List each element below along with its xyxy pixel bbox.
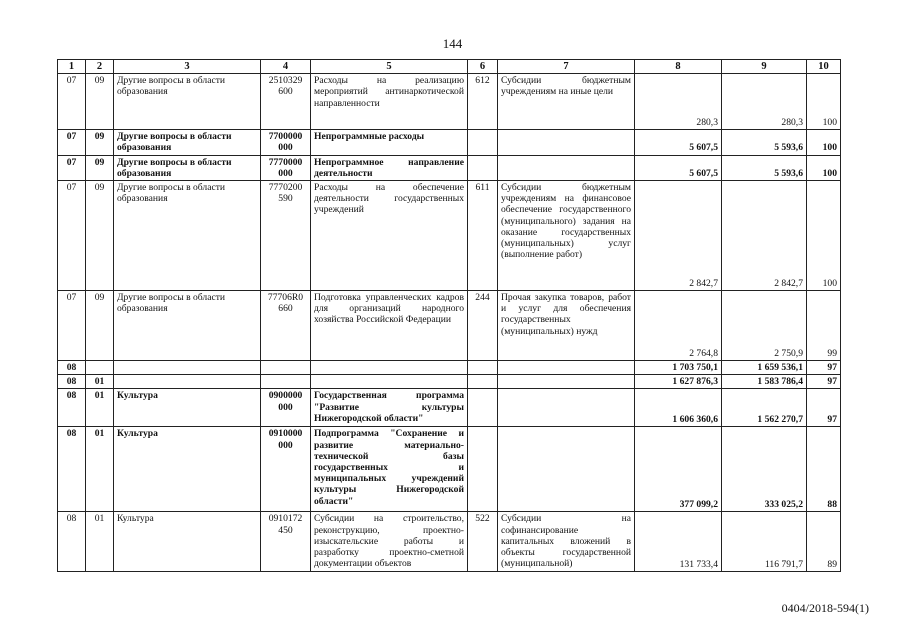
subsection-code-cell: 09 bbox=[86, 155, 114, 180]
subsection-name-cell bbox=[114, 361, 261, 375]
expense-type-name-cell bbox=[498, 427, 635, 512]
table-row bbox=[58, 130, 841, 155]
target-article-code-cell bbox=[261, 375, 311, 389]
execution-percent-cell: 100 bbox=[807, 155, 841, 180]
table-row bbox=[58, 181, 841, 291]
target-article-code-cell bbox=[261, 361, 311, 375]
expense-type-name-cell: Прочая закупка товаров, работ и услуг для обеспечения государственных (муниципальных) нужд bbox=[498, 291, 635, 361]
execution-percent-cell: 100 bbox=[807, 181, 841, 291]
expense-name-cell: Непрограммное направление деятельности bbox=[311, 155, 468, 180]
table-row bbox=[58, 389, 841, 427]
page-number: 144 bbox=[442, 36, 463, 51]
executed-amount-cell: 5 593,6 bbox=[722, 155, 807, 180]
subsection-name-cell: Другие вопросы в области образования bbox=[114, 130, 261, 155]
subsection-name-cell: Другие вопросы в области образования bbox=[114, 291, 261, 361]
target-article-code-cell: 77706R0 660 bbox=[261, 291, 311, 361]
execution-percent-cell: 88 bbox=[807, 427, 841, 512]
subsection-code-cell: 09 bbox=[86, 130, 114, 155]
expense-name-cell: Субсидии на строительство, реконструкцию, проектно-изыскательские работы и разработку проектно-сметной документации объектов bbox=[311, 512, 468, 572]
header-cell: 6 bbox=[468, 60, 498, 74]
subsection-code-cell: 09 bbox=[86, 181, 114, 291]
target-article-code-cell: 2510329 600 bbox=[261, 74, 311, 130]
execution-percent-cell: 97 bbox=[807, 375, 841, 389]
planned-amount-cell: 131 733,4 bbox=[635, 512, 722, 572]
document-code: 0404/2018-594(1) bbox=[781, 601, 869, 615]
table-header-row bbox=[58, 60, 841, 74]
executed-amount-cell: 1 659 536,1 bbox=[722, 361, 807, 375]
target-article-code-cell: 7770200 590 bbox=[261, 181, 311, 291]
section-code-cell: 08 bbox=[58, 389, 86, 427]
planned-amount-cell: 377 099,2 bbox=[635, 427, 722, 512]
header-cell: 8 bbox=[635, 60, 722, 74]
executed-amount-cell: 1 562 270,7 bbox=[722, 389, 807, 427]
execution-percent-cell: 99 bbox=[807, 291, 841, 361]
table-row bbox=[58, 512, 841, 572]
executed-amount-cell: 2 750,9 bbox=[722, 291, 807, 361]
section-code-cell: 08 bbox=[58, 512, 86, 572]
subsection-code-cell bbox=[86, 361, 114, 375]
expense-type-name-cell bbox=[498, 130, 635, 155]
target-article-code-cell: 0910000 000 bbox=[261, 427, 311, 512]
expense-type-name-cell: Субсидии на софинансирование капитальных вложений в объекты государственной (муниципальной) bbox=[498, 512, 635, 572]
expense-name-cell bbox=[311, 375, 468, 389]
expense-name-cell: Подготовка управленческих кадров для организаций народного хозяйства Российской Федерации bbox=[311, 291, 468, 361]
subsection-name-cell: Культура bbox=[114, 512, 261, 572]
expense-name-cell: Расходы на реализацию мероприятий антинаркотической направленности bbox=[311, 74, 468, 130]
table-row bbox=[58, 291, 841, 361]
target-article-code-cell: 0900000 000 bbox=[261, 389, 311, 427]
table-row bbox=[58, 74, 841, 130]
expense-name-cell bbox=[311, 361, 468, 375]
header-cell: 4 bbox=[261, 60, 311, 74]
subsection-code-cell: 01 bbox=[86, 512, 114, 572]
executed-amount-cell: 1 583 786,4 bbox=[722, 375, 807, 389]
executed-amount-cell: 116 791,7 bbox=[722, 512, 807, 572]
expense-type-name-cell bbox=[498, 155, 635, 180]
planned-amount-cell: 1 606 360,6 bbox=[635, 389, 722, 427]
expense-type-code-cell: 244 bbox=[468, 291, 498, 361]
planned-amount-cell: 5 607,5 bbox=[635, 130, 722, 155]
section-code-cell: 08 bbox=[58, 427, 86, 512]
table-row bbox=[58, 155, 841, 180]
expense-name-cell: Непрограммные расходы bbox=[311, 130, 468, 155]
planned-amount-cell: 2 842,7 bbox=[635, 181, 722, 291]
subsection-name-cell: Культура bbox=[114, 389, 261, 427]
expense-type-code-cell: 611 bbox=[468, 181, 498, 291]
expense-type-code-cell bbox=[468, 361, 498, 375]
execution-percent-cell: 97 bbox=[807, 361, 841, 375]
target-article-code-cell: 7770000 000 bbox=[261, 155, 311, 180]
subsection-name-cell: Культура bbox=[114, 427, 261, 512]
header-cell: 9 bbox=[722, 60, 807, 74]
execution-percent-cell: 89 bbox=[807, 512, 841, 572]
executed-amount-cell: 5 593,6 bbox=[722, 130, 807, 155]
planned-amount-cell: 1 703 750,1 bbox=[635, 361, 722, 375]
expense-name-cell: Расходы на обеспечение деятельности государственных учреждений bbox=[311, 181, 468, 291]
expense-name-cell: Государственная программа "Развитие культуры Нижегородской области" bbox=[311, 389, 468, 427]
section-code-cell: 07 bbox=[58, 74, 86, 130]
executed-amount-cell: 2 842,7 bbox=[722, 181, 807, 291]
section-code-cell: 07 bbox=[58, 181, 86, 291]
expense-type-name-cell bbox=[498, 389, 635, 427]
header-cell: 2 bbox=[86, 60, 114, 74]
expense-type-name-cell: Субсидии бюджетным учреждениям на иные цели bbox=[498, 74, 635, 130]
section-code-cell: 08 bbox=[58, 361, 86, 375]
expense-type-code-cell bbox=[468, 389, 498, 427]
expense-type-name-cell bbox=[498, 361, 635, 375]
expense-type-code-cell bbox=[468, 375, 498, 389]
table-row bbox=[58, 427, 841, 512]
header-cell: 7 bbox=[498, 60, 635, 74]
planned-amount-cell: 2 764,8 bbox=[635, 291, 722, 361]
section-code-cell: 07 bbox=[58, 155, 86, 180]
subsection-code-cell: 01 bbox=[86, 389, 114, 427]
expense-type-code-cell: 612 bbox=[468, 74, 498, 130]
subsection-name-cell: Другие вопросы в области образования bbox=[114, 74, 261, 130]
subsection-code-cell: 01 bbox=[86, 427, 114, 512]
subsection-name-cell: Другие вопросы в области образования bbox=[114, 181, 261, 291]
header-cell: 10 bbox=[807, 60, 841, 74]
expense-type-code-cell bbox=[468, 427, 498, 512]
execution-percent-cell: 100 bbox=[807, 74, 841, 130]
target-article-code-cell: 7700000 000 bbox=[261, 130, 311, 155]
subsection-name-cell: Другие вопросы в области образования bbox=[114, 155, 261, 180]
expense-name-cell: Подпрограмма "Сохранение и развитие материально-технической базы государственных и муниципальных учреждений культуры Нижегородской области" bbox=[311, 427, 468, 512]
section-code-cell: 08 bbox=[58, 375, 86, 389]
expense-type-code-cell bbox=[468, 130, 498, 155]
expense-type-name-cell: Субсидии бюджетным учреждениям на финансовое обеспечение государственного (муниципального) задания на оказание государственных (муниципальных) услуг (выполнение работ) bbox=[498, 181, 635, 291]
executed-amount-cell: 280,3 bbox=[722, 74, 807, 130]
header-cell: 1 bbox=[58, 60, 86, 74]
header-cell: 5 bbox=[311, 60, 468, 74]
execution-percent-cell: 97 bbox=[807, 389, 841, 427]
table-row bbox=[58, 361, 841, 375]
planned-amount-cell: 1 627 876,3 bbox=[635, 375, 722, 389]
subsection-code-cell: 01 bbox=[86, 375, 114, 389]
expense-type-code-cell: 522 bbox=[468, 512, 498, 572]
expense-type-name-cell bbox=[498, 375, 635, 389]
planned-amount-cell: 5 607,5 bbox=[635, 155, 722, 180]
expense-type-code-cell bbox=[468, 155, 498, 180]
planned-amount-cell: 280,3 bbox=[635, 74, 722, 130]
execution-percent-cell: 100 bbox=[807, 130, 841, 155]
subsection-code-cell: 09 bbox=[86, 291, 114, 361]
subsection-code-cell: 09 bbox=[86, 74, 114, 130]
section-code-cell: 07 bbox=[58, 291, 86, 361]
header-cell: 3 bbox=[114, 60, 261, 74]
target-article-code-cell: 0910172 450 bbox=[261, 512, 311, 572]
section-code-cell: 07 bbox=[58, 130, 86, 155]
executed-amount-cell: 333 025,2 bbox=[722, 427, 807, 512]
budget-table bbox=[57, 59, 841, 572]
subsection-name-cell bbox=[114, 375, 261, 389]
table-row bbox=[58, 375, 841, 389]
